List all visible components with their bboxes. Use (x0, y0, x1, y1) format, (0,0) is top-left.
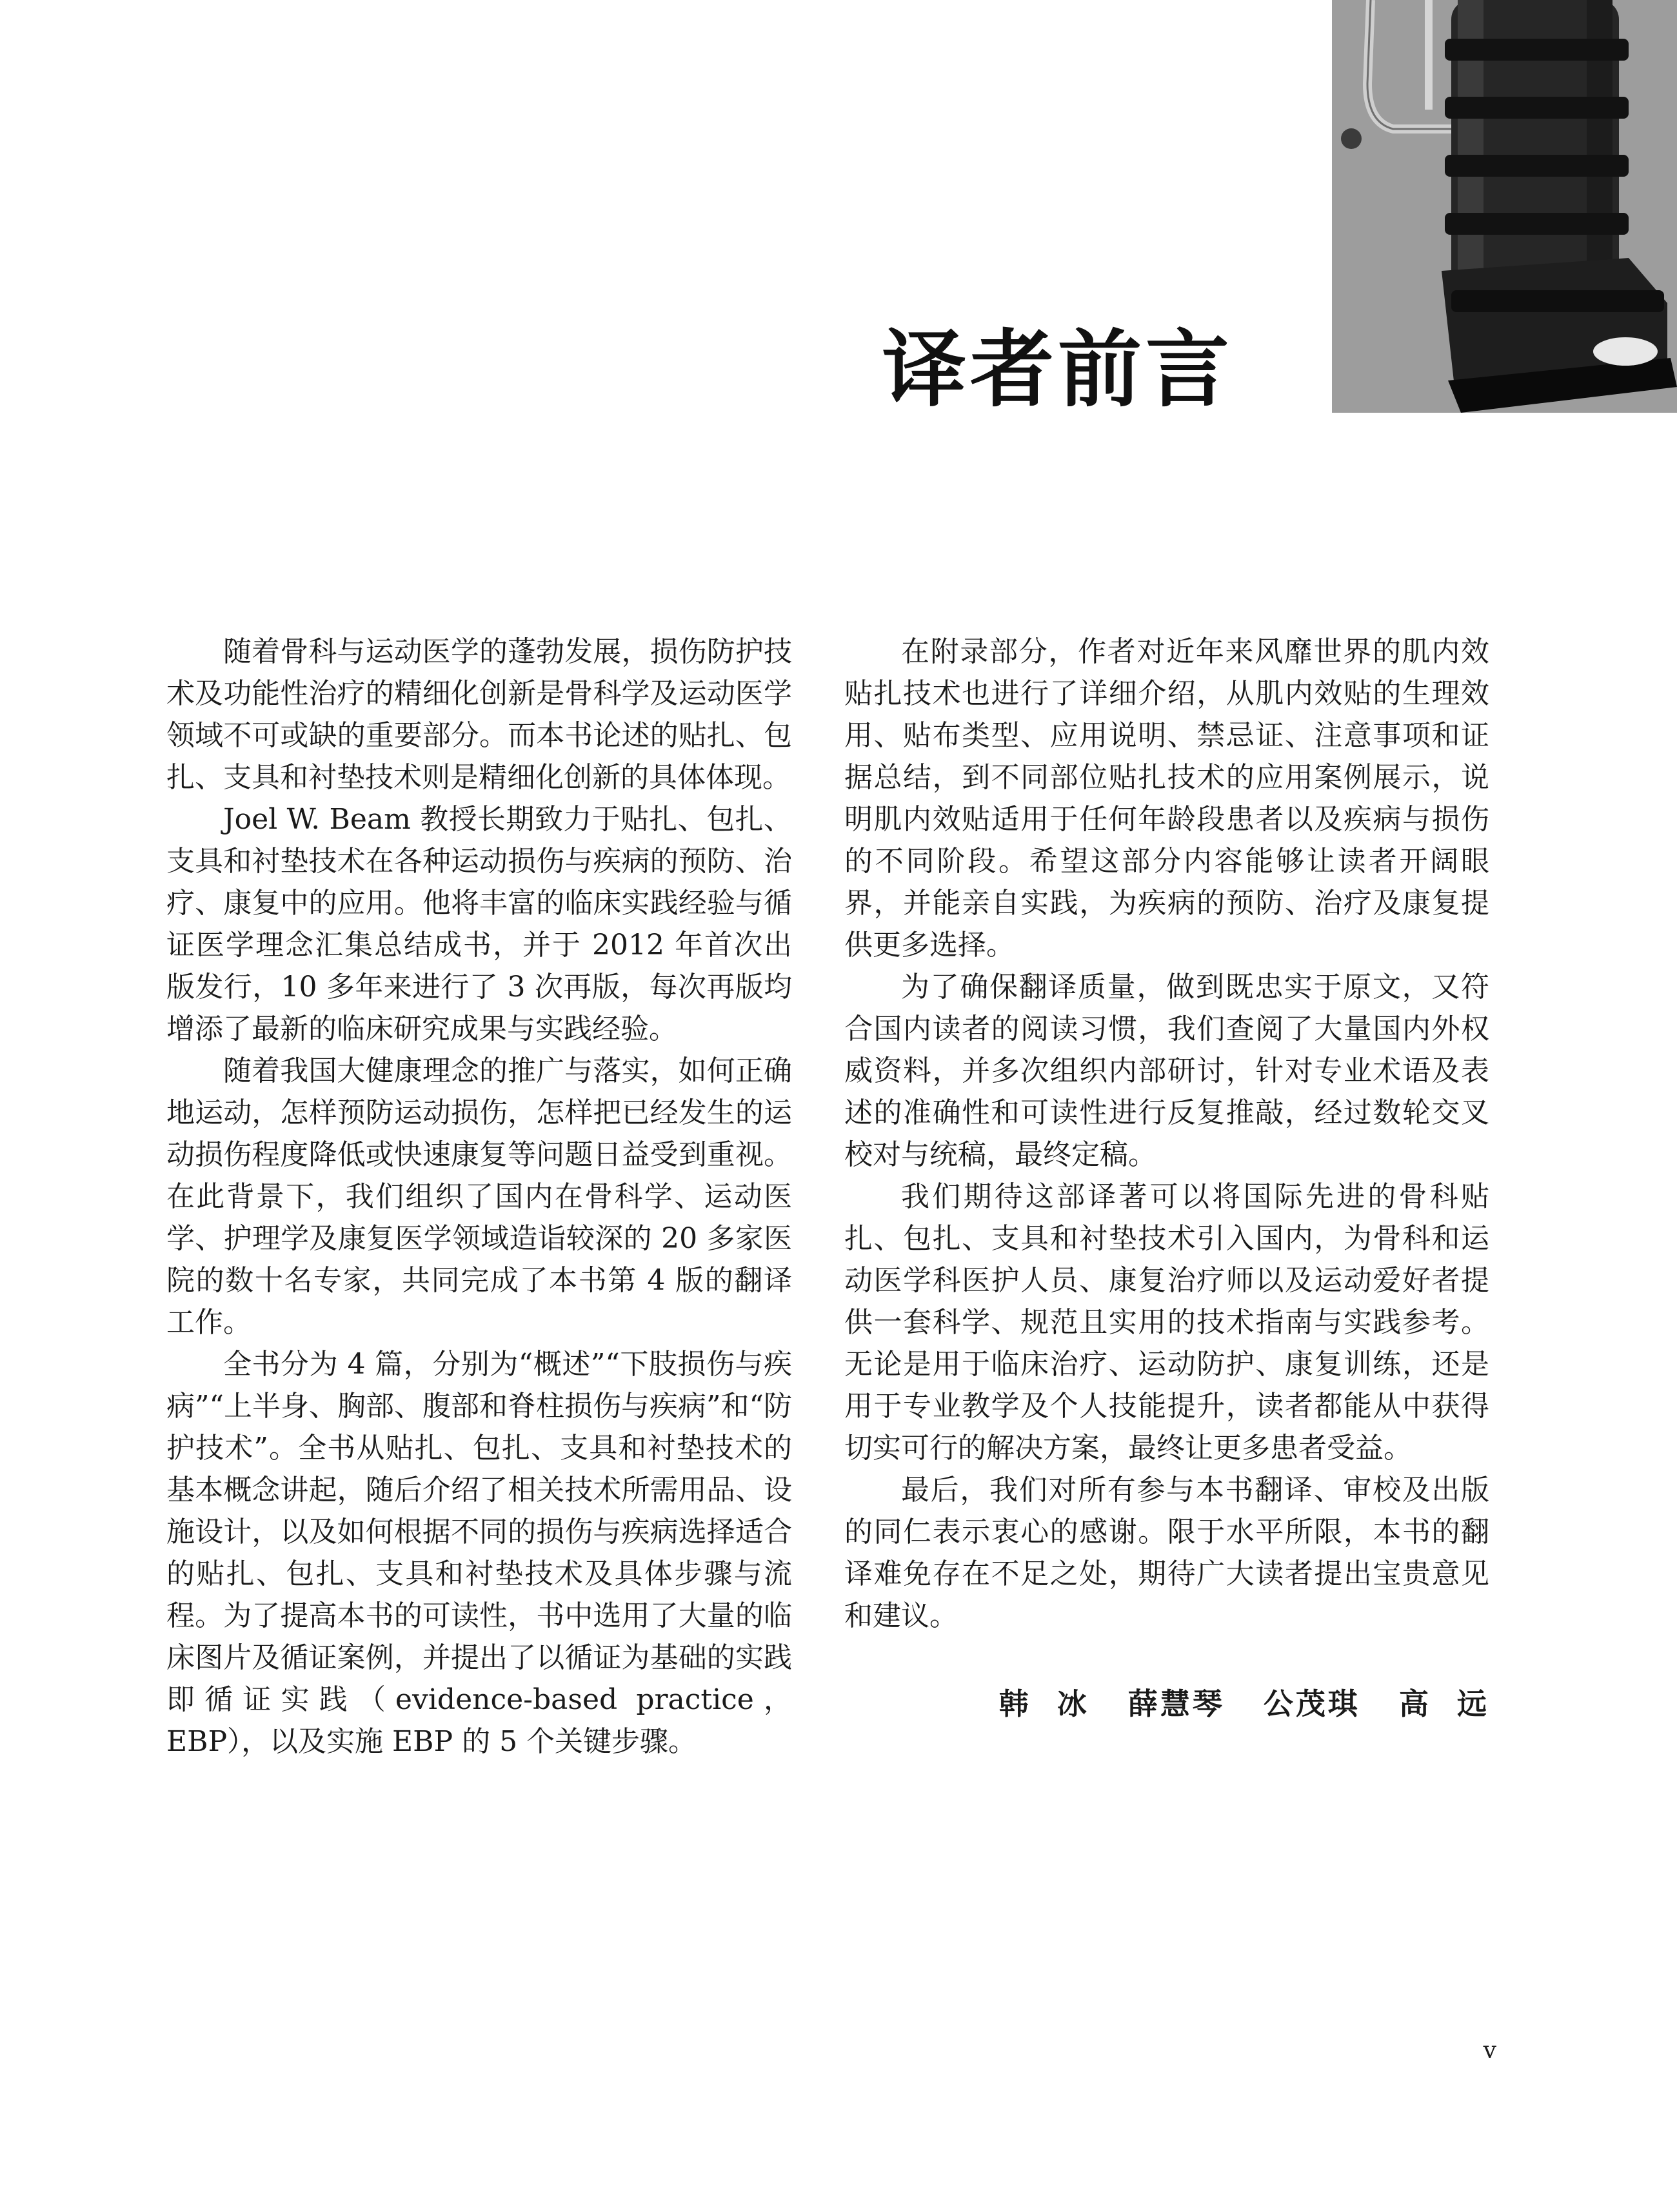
paragraph: Joel W. Beam 教授长期致力于贴扎、包扎、支具和衬垫技术在各种运动损伤与疾病的预防、治疗、康复中的应用。他将丰富的临床实践经验与循证医学理念汇集总结成书，并于 2012 年首次出版发行，10 多年来进行了 3 次再版，每次再版均增添了最新的临床研究成果与实践经验。 (166, 803, 792, 1045)
left-column (166, 631, 792, 1763)
paragraph: 全书分为 4 篇，分别为“概述”“下肢损伤与疾病”“上半身、胸部、腹部和脊柱损伤与疾病”和“防护技术”。全书从贴扎、包扎、支具和衬垫技术的基本概念讲起，随后介绍了相关技术所需用品、设施设计，以及如何根据不同的损伤与疾病选择适合的贴扎、包扎、支具和衬垫技术及具体步骤与流程。为了提高本书的可读性，书中选用了大量的临床图片及循证案例，并提出了以循证为基础的实践即循证实践（evidence-based practice，EBP），以及实施 EBP 的 5 个关键步骤。 (166, 1348, 792, 1758)
paragraph: 我们期待这部译著可以将国际先进的骨科贴扎、包扎、支具和衬垫技术引入国内，为骨科和运动医学科医护人员、康复治疗师以及运动爱好者提供一套科学、规范且实用的技术指南与实践参考。无论是用于临床治疗、运动防护、康复训练，还是用于专业教学及个人技能提升，读者都能从中获得切实可行的解决方案，最终让更多患者受益。 (844, 1180, 1489, 1465)
page-number: v (1483, 2037, 1496, 2064)
paragraph: 最后，我们对所有参与本书翻译、审校及出版的同仁表示衷心的感谢。限于水平所限，本书的翻译难免存在不足之处，期待广大读者提出宝贵意见和建议。 (844, 1474, 1489, 1632)
right-column (844, 631, 1489, 1637)
walking-boot-photo (1332, 0, 1677, 413)
paragraph: 随着我国大健康理念的推广与落实，如何正确地运动，怎样预防运动损伤，怎样把已经发生的运动损伤程度降低或快速康复等问题日益受到重视。在此背景下，我们组织了国内在骨科学、运动医学、护理学及康复医学领域造诣较深的 20 多家医院的数十名专家，共同完成了本书第 4 版的翻译工作。 (166, 1054, 792, 1339)
paragraph: 随着骨科与运动医学的蓬勃发展，损伤防护技术及功能性治疗的精细化创新是骨科学及运动医学领域不可或缺的重要部分。而本书论述的贴扎、包扎、支具和衬垫技术则是精细化创新的具体体现。 (166, 635, 792, 794)
paragraph: 为了确保翻译质量，做到既忠实于原文，又符合国内读者的阅读习惯，我们查阅了大量国内外权威资料，并多次组织内部研讨，针对专业术语及表述的准确性和可读性进行反复推敲，经过数轮交叉校对与统稿，最终定稿。 (844, 971, 1489, 1171)
page-title: 译者前言 (882, 320, 1234, 419)
walking-boot-illustration (1332, 0, 1677, 413)
translator-signature: 韩 冰 薛慧琴 公茂琪 高 远 (998, 1686, 1489, 1721)
paragraph: 在附录部分，作者对近年来风靡世界的肌内效贴扎技术也进行了详细介绍，从肌内效贴的生理效用、贴布类型、应用说明、禁忌证、注意事项和证据总结，到不同部位贴扎技术的应用案例展示，说明肌内效贴适用于任何年龄段患者以及疾病与损伤的不同阶段。希望这部分内容能够让读者开阔眼界，并能亲自实践，为疾病的预防、治疗及康复提供更多选择。 (844, 635, 1489, 962)
